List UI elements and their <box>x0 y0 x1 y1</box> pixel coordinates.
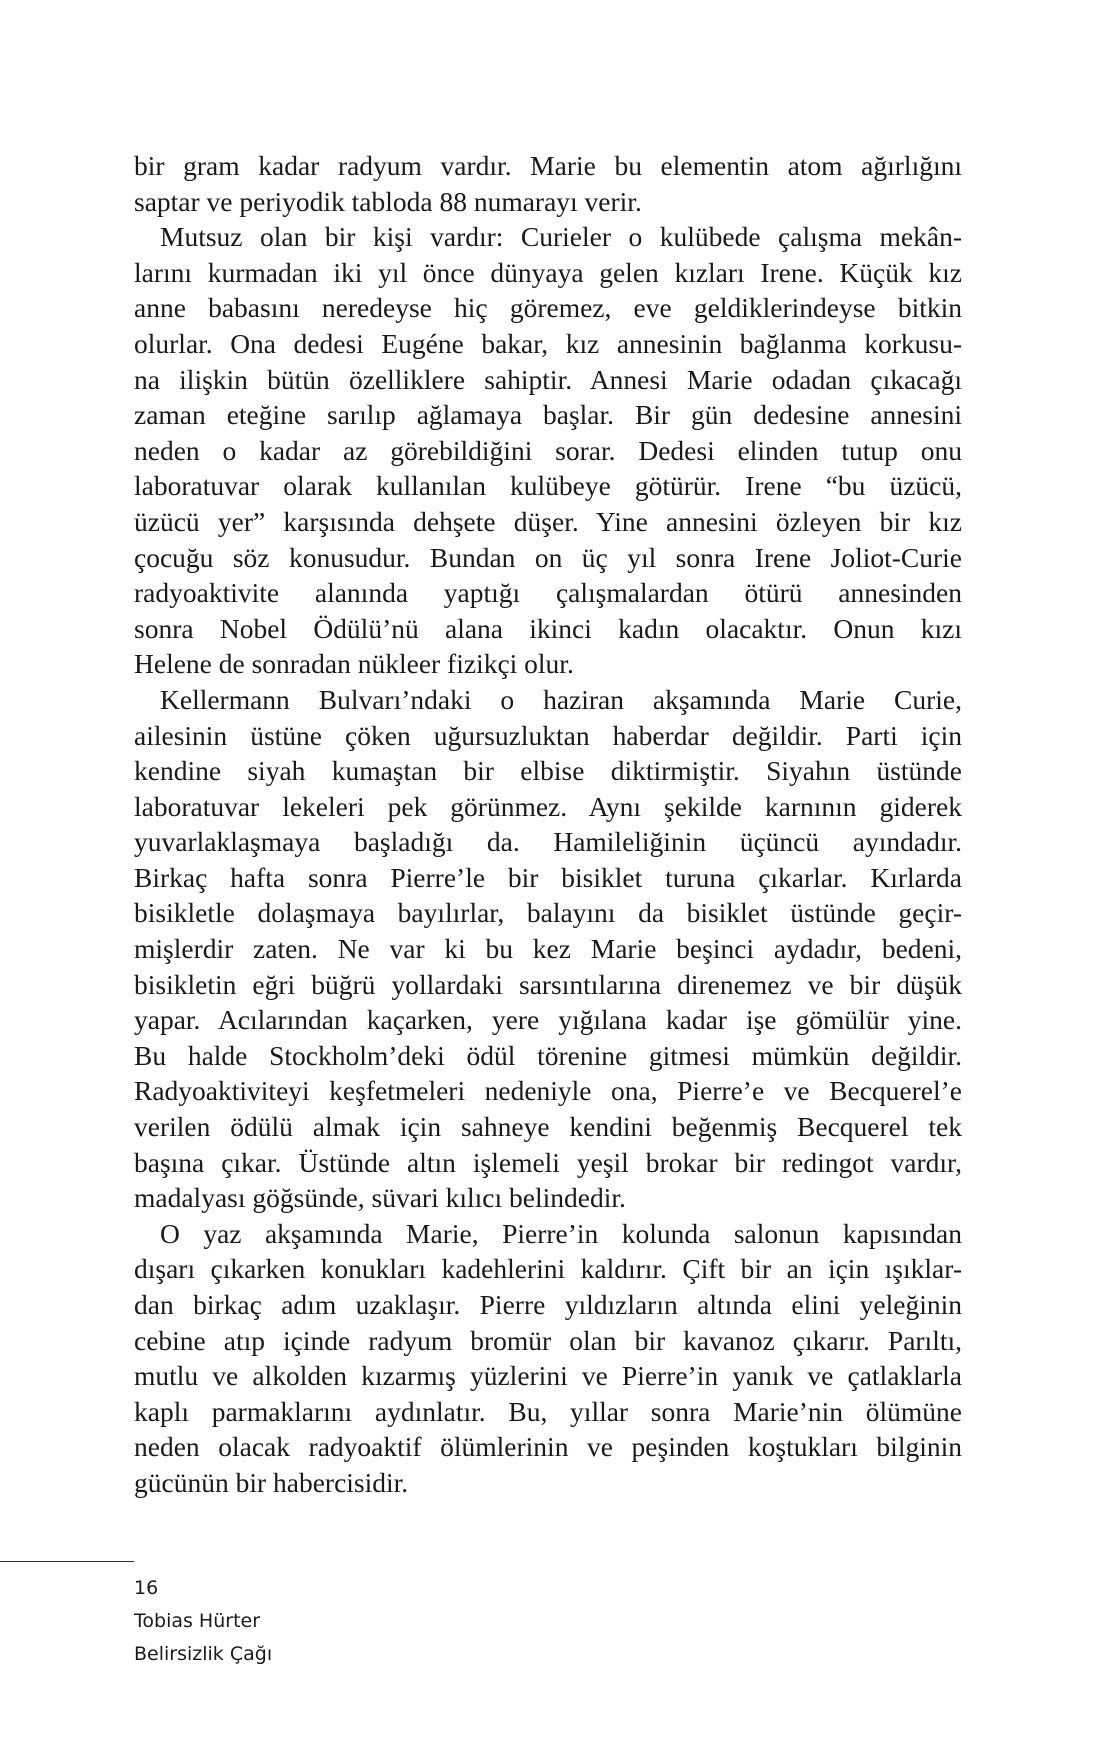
text-line: saptar ve periyodik tabloda 88 numarayı verir. <box>134 185 642 217</box>
text-line: zaman eteğine sarılıp ağlamaya başlar. Bir gün dedesine annesini <box>134 399 962 431</box>
text-line: mişlerdir zaten. Ne var ki bu kez Marie beşinci aydadır, bedeni, <box>134 933 962 965</box>
text-line: olurlar. Ona dedesi Eugéne bakar, kız annesinin bağlanma korkusu- <box>134 327 962 359</box>
paragraph <box>134 219 962 682</box>
text-line: Bu halde Stockholm’deki ödül törenine gitmesi mümkün değildir. <box>134 1039 962 1071</box>
text-line: neden o kadar az görebildiğini sorar. Dedesi elinden tutup onu <box>134 434 962 466</box>
author-name: Tobias Hürter <box>134 1610 261 1632</box>
text-line: larını kurmadan iki yıl önce dünyaya gelen kızları Irene. Küçük kız <box>134 256 962 288</box>
text-line: gücünün bir habercisidir. <box>134 1466 409 1498</box>
text-line: dışarı çıkarken konukları kadehlerini kaldırır. Çift bir an için ışıklar- <box>134 1253 962 1285</box>
paragraph <box>134 1216 962 1501</box>
text-line: kendine siyah kumaştan bir elbise diktirmiştir. Siyahın üstünde <box>134 755 962 787</box>
text-line: üzücü yer” karşısında dehşete düşer. Yine annesini özleyen bir kız <box>134 505 962 537</box>
text-line: bir gram kadar radyum vardır. Marie bu elementin atom ağırlığını <box>134 150 962 181</box>
text-line: dan birkaç adım uzaklaşır. Pierre yıldızların altında elini yeleğinin <box>134 1289 962 1320</box>
paragraph <box>134 148 962 219</box>
text-line: çocuğu söz konusudur. Bundan on üç yıl sonra Irene Joliot-Curie <box>134 541 962 573</box>
text-line: laboratuvar olarak kullanılan kulübeye götürür. Irene “bu üzücü, <box>134 470 962 502</box>
text-line: verilen ödülü almak için sahneye kendini beğenmiş Becquerel tek <box>134 1111 962 1143</box>
text-line: bisikletle dolaşmaya bayılırlar, balayını da bisiklet üstünde geçir- <box>134 897 962 929</box>
text-line: bisikletin eğri büğrü yollardaki sarsıntılarına direnemez ve bir düşük <box>134 968 962 1000</box>
text-line: na ilişkin bütün özelliklere sahiptir. Annesi Marie odadan çıkacağı <box>134 363 962 395</box>
book-title: Belirsizlik Çağı <box>134 1643 273 1665</box>
text-line: sonra Nobel Ödülü’nü alana ikinci kadın olacaktır. Onun kızı <box>134 612 962 644</box>
text-line: yapar. Acılarından kaçarken, yere yığılana kadar işe gömülür yine. <box>134 1004 962 1036</box>
text-line: O yaz akşamında Marie, Pierre’in kolunda salonun kapısından <box>160 1217 962 1249</box>
page-footer <box>134 1572 272 1671</box>
text-line: cebine atıp içinde radyum bromür olan bir kavanoz çıkarır. Parıltı, <box>134 1324 962 1356</box>
text-line: anne babasını neredeyse hiç göremez, eve geldiklerindeyse bitkin <box>134 292 962 324</box>
text-line: Helene de sonradan nükleer fizikçi olur. <box>134 648 574 680</box>
text-line: ailesinin üstüne çöken uğursuzluktan haberdar değildir. Parti için <box>134 719 962 751</box>
text-line: Birkaç hafta sonra Pierre’le bir bisiklet turuna çıkarlar. Kırlarda <box>134 861 962 893</box>
page-number: 16 <box>134 1577 159 1599</box>
body-text <box>134 148 962 1501</box>
text-line: yuvarlaklaşmaya başladığı da. Hamileliğinin üçüncü ayındadır. <box>134 826 962 858</box>
text-line: kaplı parmaklarını aydınlatır. Bu, yıllar sonra Marie’nin ölümüne <box>134 1395 962 1427</box>
text-line: laboratuvar lekeleri pek görünmez. Aynı şekilde karnının giderek <box>134 790 962 822</box>
text-line: mutlu ve alkolden kızarmış yüzlerini ve Pierre’in yanık ve çatlaklarla <box>134 1360 962 1392</box>
text-line: madalyası göğsünde, süvari kılıcı belindedir. <box>134 1182 626 1214</box>
paragraph <box>134 682 962 1216</box>
text-line: radyoaktivite alanında yaptığı çalışmalardan ötürü annesinden <box>134 577 962 609</box>
footer-rule <box>0 1561 134 1562</box>
text-line: Kellermann Bulvarı’ndaki o haziran akşamında Marie Curie, <box>160 683 962 715</box>
text-line: başına çıkar. Üstünde altın işlemeli yeşil brokar bir redingot vardır, <box>134 1146 962 1178</box>
text-line: neden olacak radyoaktif ölümlerinin ve peşinden koştukları bilginin <box>134 1431 962 1463</box>
text-line: Radyoaktiviteyi keşfetmeleri nedeniyle ona, Pierre’e ve Becquerel’e <box>134 1075 962 1107</box>
text-line: Mutsuz olan bir kişi vardır: Curieler o kulübede çalışma mekân- <box>160 221 962 253</box>
